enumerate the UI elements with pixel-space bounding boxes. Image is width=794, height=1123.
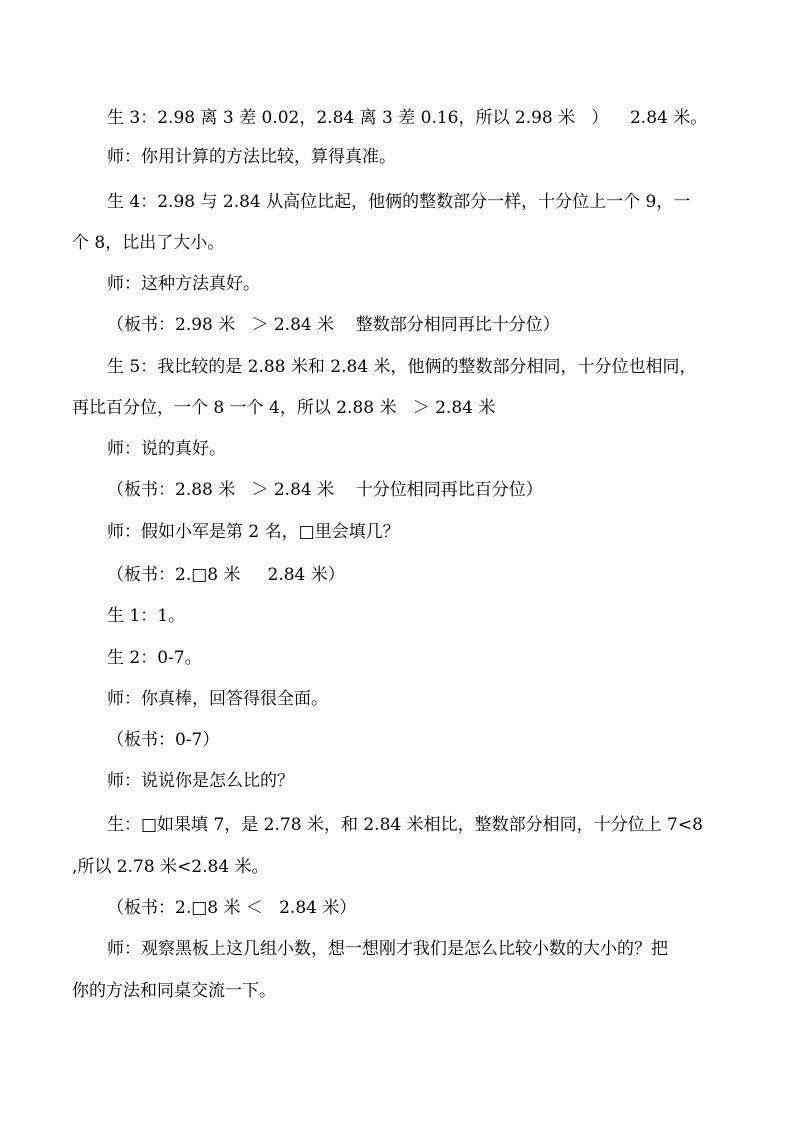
text-line: 再比百分位，一个 8 一个 4，所以 2.88 米 ＞ 2.84 米 [72,398,496,418]
text-line: 师：假如小军是第 2 名，□里会填几？ [107,522,400,542]
text-line: 生 5：我比较的是 2.88 米和 2.84 米，他俩的整数部分相同，十分位也相同， [107,357,697,377]
text-line: （板书：2.98 米 ＞ 2.84 米 整数部分相同再比十分位） [107,315,560,335]
text-line: 你的方法和同桌交流一下。 [72,981,276,1001]
text-line: 生 3：2.98 离 3 差 0.02，2.84 离 3 差 0.16，所以 2.98 米 ） 2.84 米。 [107,108,708,128]
text-line: （板书：0-7） [107,730,220,750]
text-line: （板书：2.88 米 ＞ 2.84 米 十分位相同再比百分位） [107,480,543,500]
text-line: 师：你用计算的方法比较，算得真准。 [107,147,396,167]
text-line: 师：说的真好。 [107,439,226,459]
text-line: 生 2：0-7。 [107,648,202,668]
text-line: 师：你真棒，回答得很全面。 [107,689,328,709]
text-line: 生 4：2.98 与 2.84 从高位比起，他俩的整数部分一样，十分位上一个 9，一 [107,192,691,212]
text-line: 师：说说你是怎么比的？ [107,771,294,791]
text-line: 个 8，比出了大小。 [72,233,225,253]
text-line: 师：观察黑板上这几组小数，想一想刚才我们是怎么比较小数的大小的？把 [107,939,668,959]
text-line: 生：□如果填 7，是 2.78 米，和 2.84 米相比，整数部分相同，十分位上 7<8 [107,815,703,835]
text-line: （板书：2.□8 米 ＜ 2.84 米） [107,898,357,918]
text-line: 师：这种方法真好。 [107,274,260,294]
text-line: （板书：2.□8 米 2.84 米） [107,565,345,585]
text-line: 生 1：1。 [107,606,186,626]
text-line: ,所以 2.78 米<2.84 米。 [72,857,269,877]
